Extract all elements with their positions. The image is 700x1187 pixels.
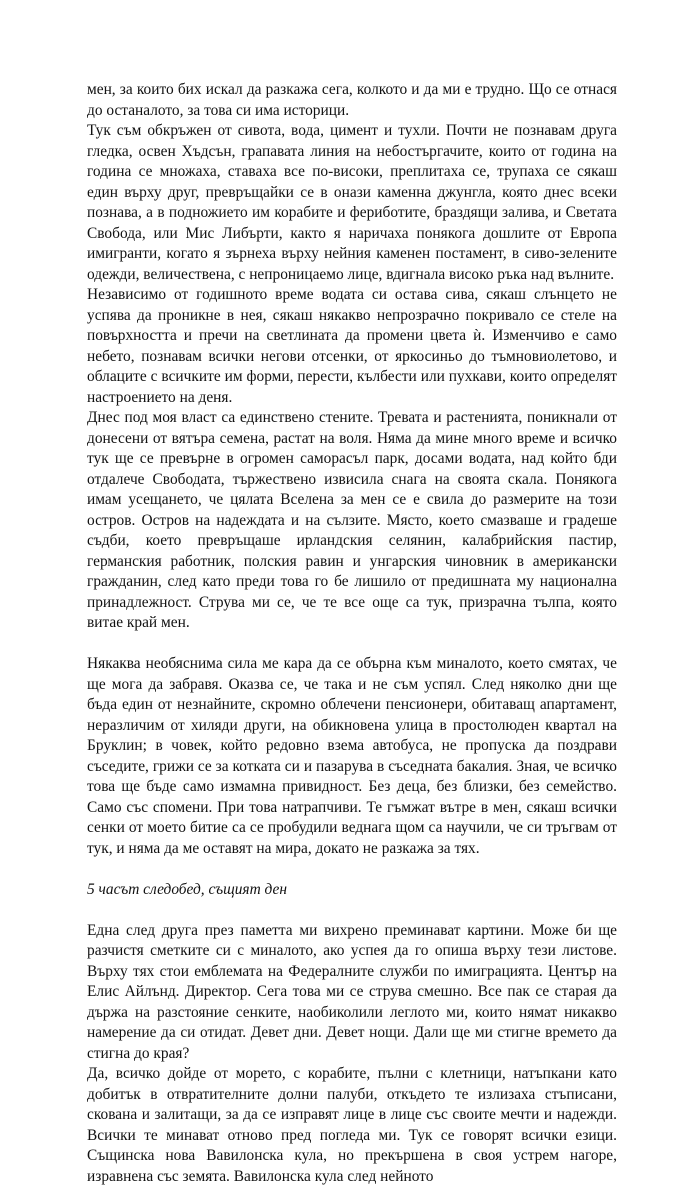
paragraph: мен, за които бих искал да разкажа сега, колкото и да ми е трудно. Що се отнася до останалото, за това си има историци. (87, 81, 617, 119)
paragraph-spacer (87, 900, 617, 921)
document-page (87, 80, 617, 1187)
paragraph: Тук съм обкръжен от сивота, вода, цимент и тухли. Почти не познавам друга гледка, освен Хъдсън, грапавата линия на небостъргачите, които от година на година се множаха, ставаха все по-високи, преплитаха се, трупаха се сякаш един върху друг, превръщайки се в онази каменна джунгла, която днес всеки познава, а в подножието им корабите и фериботите, браздящи залива, и Светата Свобода, или Мис Либърти, както я наричаха понякога дошлите от Европа имигранти, когато я зърнеха върху нейния каменен постамент, в сиво-зелените одежди, величествена, с непроницаемо лице, вдигнала високо ръка над вълните. (87, 122, 617, 283)
section-heading: 5 часът следобед, същият ден (87, 880, 287, 898)
paragraph: Да, всичко дойде от морето, с корабите, пълни с клетници, натъпкани като добитък в отвратителните долни палуби, откъдето те излизаха стъписани, скована и залитащи, за да се изправят лице в лице със своите мечти и надежди. Всички те минават отново пред погледа ми. Тук се говорят всички езици. Същинска нова Вавилонска кула, но прекършена в своя устрем нагоре, изравнена със земята. Вавилонска кула след нейното (87, 1065, 617, 1185)
paragraph: Една след друга през паметта ми вихрено преминават картини. Може би ще разчистя сметките си с миналото, ако успея да го опиша върху тези листове. Върху тях стои емблемата на Федералните служби по имиграцията. Център на Елис Айлънд. Директор. Сега това ми се струва смешно. Все пак се старая да държа на разстояние сенките, наобиколили леглото ми, които нямат никакво намерение да си отидат. Девет дни. Девет нощи. Дали ще ми стигне времето да стигна до края? (87, 921, 617, 1062)
paragraph-spacer (87, 859, 617, 880)
paragraph: Независимо от годишното време водата си остава сива, сякаш слънцето не успява да проникне в нея, сякаш някакво непрозрачно покривало се стеле на повърхността и пречи на светлината да промени цвета ѝ. Изменчиво е само небето, познавам всички негови отсенки, от яркосиньо до тъмновиолетово, и облаците с всичките им форми, перести, кълбести или пухкави, които определят настроението на деня. (87, 286, 617, 406)
paragraph-spacer (87, 634, 617, 655)
paragraph: Някаква необяснима сила ме кара да се обърна към миналото, което смятах, че ще мога да забравя. Оказва се, че така и не съм успял. След няколко дни ще бъда един от незнайните, скромно облечени пенсионери, обитаващ апартамент, неразличим от хиляди други, на обикновена улица в простолюден квартал на Бруклин; в човек, който редовно взема автобуса, не пропуска да поздрави съседите, грижи се за котката си и пазарува в съседната бакалия. Зная, че всичко това ще бъде само измамна привидност. Без деца, без близки, без семейство. Само със спомени. При това натрапчиви. Те гъмжат вътре в мен, сякаш всички сенки от моето битие са се пробудили веднага щом са научили, че си тръгвам от тук, и няма да ме оставят на мира, докато не разкажа за тях. (87, 655, 617, 857)
paragraph: Днес под моя власт са единствено стените. Тревата и растенията, поникнали от донесени от вятъра семена, растат на воля. Няма да мине много време и всичко тук ще се превърне в огромен саморасъл парк, досами водата, над който бди отдалече Свободата, тържествено извисила снага на своята скала. Понякога имам усещането, че цялата Вселена за мен се е свила до размерите на този остров. Остров на надеждата и на сълзите. Място, което смазваше и градеше съдби, което превръщаше ирландския селянин, калабрийския пастир, германския работник, полския равин и унгарския чиновник в американски гражданин, след като преди това го бе лишило от предишната му национална принадлежност. Струва ми се, че те все още са тук, призрачна тълпа, която витае край мен. (87, 409, 617, 631)
